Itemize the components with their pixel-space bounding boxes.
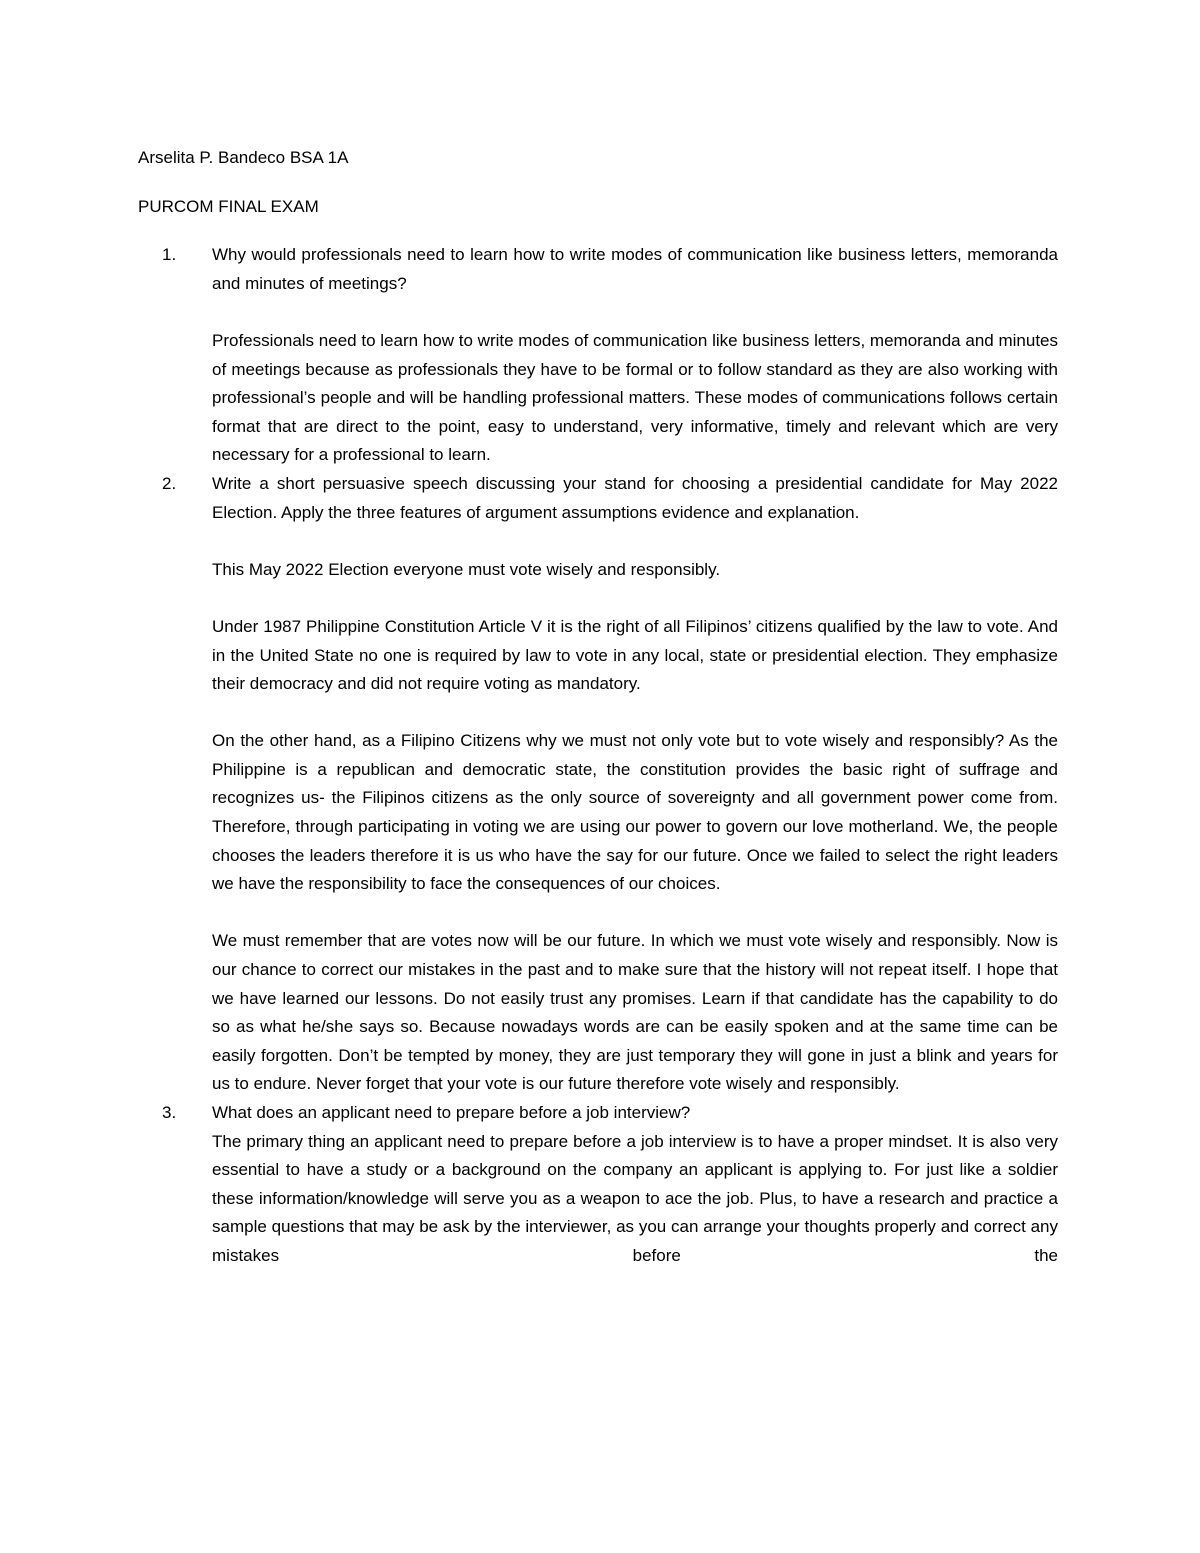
answer-paragraph: Professionals need to learn how to write modes of communication like business letters, memoranda and minutes of meetings because as professionals they have to be formal or to follow standard as they are also working with professional’s people and will be handling professional matters. These modes of communications follows certain format that are direct to the point, easy to understand, very informative, timely and relevant which are very necessary for a professional to learn. <box>212 330 1058 465</box>
question-number: 3. <box>162 1103 177 1122</box>
question-number: 2. <box>162 473 177 493</box>
question-number: 1. <box>162 245 177 265</box>
answer-paragraph: This May 2022 Election everyone must vote wisely and responsibly. <box>212 559 721 579</box>
exam-title: PURCOM FINAL EXAM <box>138 196 319 216</box>
question-text: What does an applicant need to prepare before a job interview? <box>212 1103 691 1122</box>
question-list <box>138 241 1058 1270</box>
question-text: Why would professionals need to learn how to write modes of communication like business letters, memoranda and minutes of meetings? <box>212 245 1058 293</box>
document-body <box>138 144 1058 1271</box>
answer-paragraph: The primary thing an applicant need to prepare before a job interview is to have a proper mindset. It is also very essential to have a study or a background on the company an applicant is applying to. For just like a soldier these information/knowledge will serve you as a weapon to ace the job. Plus, to have a research and practice a sample questions that may be ask by the interviewer, as you can arrange your thoughts properly and correct any mistakes before the <box>212 1131 1058 1265</box>
answer-paragraph: Under 1987 Philippine Constitution Article V it is the right of all Filipinos’ citizens qualified by the law to vote. And in the United State no one is required by law to vote in any local, state or presidential election. They emphasize their democracy and did not require voting as mandatory. <box>212 616 1058 694</box>
author-line: Arselita P. Bandeco BSA 1A <box>138 148 349 167</box>
question-item-2 <box>138 470 1058 1099</box>
question-item-1 <box>138 241 1058 470</box>
question-item-3 <box>138 1099 1058 1271</box>
answer-paragraph: On the other hand, as a Filipino Citizens why we must not only vote but to vote wisely and responsibly? As the Philippine is a republican and democratic state, the constitution provides the basic right of suffrage and recognizes us- the Filipinos citizens as the only source of sovereignty and all government power come from. Therefore, through participating in voting we are using our power to govern our love motherland. We, the people chooses the leaders therefore it is us who have the say for our future. Once we failed to select the right leaders we have the responsibility to face the consequences of our choices. <box>212 731 1058 894</box>
answer-paragraph: We must remember that are votes now will be our future. In which we must vote wisely and responsibly. Now is our chance to correct our mistakes in the past and to make sure that the history will not repeat itself. I hope that we have learned our lessons. Do not easily trust any promises. Learn if that candidate has the capability to do so as what he/she says so. Because nowadays words are can be easily spoken and at the same time can be easily forgotten. Don’t be tempted by money, they are just temporary they will gone in just a blink and years for us to endure. Never forget that your vote is our future therefore vote wisely and responsibly. <box>212 931 1058 1094</box>
question-text: Write a short persuasive speech discussing your stand for choosing a presidential candidate for May 2022 Election. Apply the three features of argument assumptions evidence and explanation. <box>212 473 1058 522</box>
